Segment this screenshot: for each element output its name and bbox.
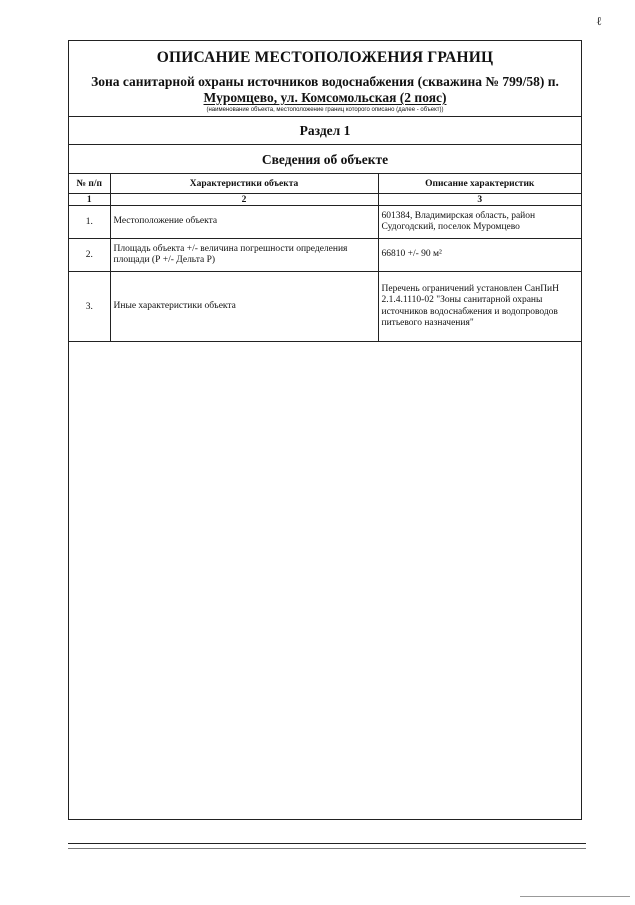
- row-description: 66810 +/- 90 м²: [378, 239, 581, 272]
- table-row: [69, 239, 581, 272]
- object-name-line1: Зона санитарной охраны источников водоснабжения (скважина № 799/58) п.: [91, 74, 559, 89]
- header-num: № п/п: [69, 174, 110, 194]
- bottom-rule-thin: [68, 848, 586, 849]
- header-description: Описание характеристик: [378, 174, 581, 194]
- object-info-title: Сведения об объекте: [69, 144, 581, 173]
- row-characteristic: Иные характеристики объекта: [110, 272, 378, 342]
- column-number: 3: [378, 194, 581, 206]
- row-characteristic: Местоположение объекта: [110, 206, 378, 239]
- object-name: [69, 74, 581, 106]
- row-description: 601384, Владимирская область, район Судогодский, поселок Муромцево: [378, 206, 581, 239]
- column-number-row: [69, 194, 581, 206]
- handwritten-mark: ℓ: [596, 14, 602, 28]
- object-name-line2: Муромцево, ул. Комсомольская (2 пояс): [203, 90, 447, 105]
- column-number: 1: [69, 194, 110, 206]
- section-title: Раздел 1: [69, 116, 581, 144]
- table-row: [69, 206, 581, 239]
- row-characteristic: Площадь объекта +/- величина погрешности определения площади (Р +/- Дельта Р): [110, 239, 378, 272]
- document-frame: [68, 40, 582, 820]
- row-number: 1.: [69, 206, 110, 239]
- corner-rule: [520, 896, 630, 897]
- column-number: 2: [110, 194, 378, 206]
- object-name-caption: (наименование объекта, местоположение границ которого описано (далее - объект)): [206, 107, 444, 113]
- document-title: ОПИСАНИЕ МЕСТОПОЛОЖЕНИЯ ГРАНИЦ: [156, 49, 494, 66]
- row-description: Перечень ограничений установлен СанПиН 2.1.4.1110-02 "Зоны санитарной охраны источников водоснабжения и водопроводов питьевого назначения": [378, 272, 581, 342]
- bottom-rule: [68, 843, 586, 844]
- row-number: 3.: [69, 272, 110, 342]
- table-row: [69, 272, 581, 342]
- row-number: 2.: [69, 239, 110, 272]
- header-characteristic: Характеристики объекта: [110, 174, 378, 194]
- table-header-row: [69, 174, 581, 194]
- object-info-table: [69, 173, 581, 342]
